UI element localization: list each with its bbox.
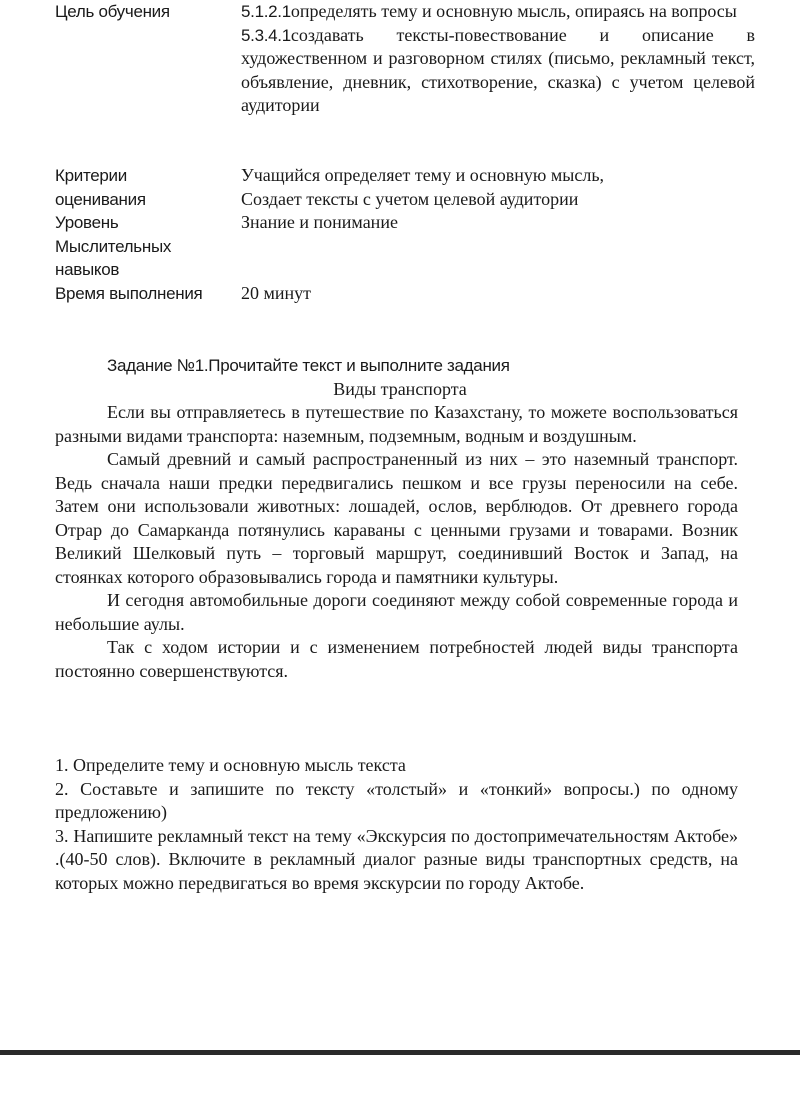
goal-item-1 (241, 0, 755, 24)
questions-list (55, 754, 738, 895)
goal-row (55, 0, 755, 164)
paragraph-4: Так с ходом истории и с изменением потребностей людей виды транспорта постоянно совершенствуются. (55, 637, 738, 681)
bottom-divider (0, 1050, 800, 1055)
question-3: 3. Напишите рекламный текст на тему «Экскурсия по достопримечательностям Актобе» .(40-50 слов). Включите в рекламный диалог разные виды транспортных средств, на которых можно передвигаться во время экскурсии по городу Актобе. (55, 825, 738, 893)
goal-text-2: создавать тексты-повествование и описание в художественном и разговорном стилях (письмо, рекламный текст, объявление, дневник, стихотворение, сказка) с учетом целевой аудитории (241, 24, 755, 115)
criteria-line-2: Создает тексты с учетом целевой аудитории (241, 188, 579, 209)
goal-text-1: определять тему и основную мысль, опираясь на вопросы (290, 1, 737, 21)
paragraph-2: Самый древний и самый распространенный из них – это наземный транспорт. Ведь сначала наши предки передвигались пешком и все грузы переносили на себе. Затем они использовали животных: лошадей, ослов, верблюдов. От древнего города Отрар до Самарканда потянулись караваны с ценными грузами и товарами. Возник Великий Шелковый путь – торговый маршрут, соединивший Восток и Запад, на стоянках которого образовывались города и памятники культуры. (55, 449, 738, 587)
goal-code-1: 5.1.2.1 (241, 2, 291, 21)
goal-code-2: 5.3.4.1 (241, 25, 291, 45)
lesson-info-table (55, 0, 755, 329)
question-1: 1. Определите тему и основную мысль текста (55, 755, 406, 775)
paragraph-1: Если вы отправляетесь в путешествие по Казахстану, то можете воспользоваться разными видами транспорта: наземным, подземным, водным и воздушным. (55, 402, 738, 446)
level-label: Уровень Мыслительных навыков (55, 213, 172, 279)
criteria-line-1: Учащийся определяет тему и основную мысль, (241, 165, 605, 185)
task-title: Задание №1.Прочитайте текст и выполните задания (107, 356, 510, 375)
time-value: 20 минут (241, 283, 312, 303)
criteria-value (241, 164, 755, 211)
reading-text (55, 401, 738, 683)
text-title: Виды транспорта (333, 379, 467, 399)
level-row (55, 211, 755, 282)
level-value: Знание и понимание (241, 212, 398, 232)
time-label: Время выполнения (55, 284, 203, 303)
goal-value (241, 0, 755, 164)
time-row (55, 282, 755, 329)
criteria-label: Критерии оценивания (55, 166, 146, 209)
paragraph-3: И сегодня автомобильные дороги соединяют между собой современные города и небольшие аулы. (55, 590, 738, 634)
question-2: 2. Составьте и запишите по тексту «толстый» и «тонкий» вопросы.) по одному предложению) (55, 778, 738, 822)
goal-item-2 (241, 24, 755, 118)
criteria-row (55, 164, 755, 211)
goal-label: Цель обучения (55, 2, 170, 21)
